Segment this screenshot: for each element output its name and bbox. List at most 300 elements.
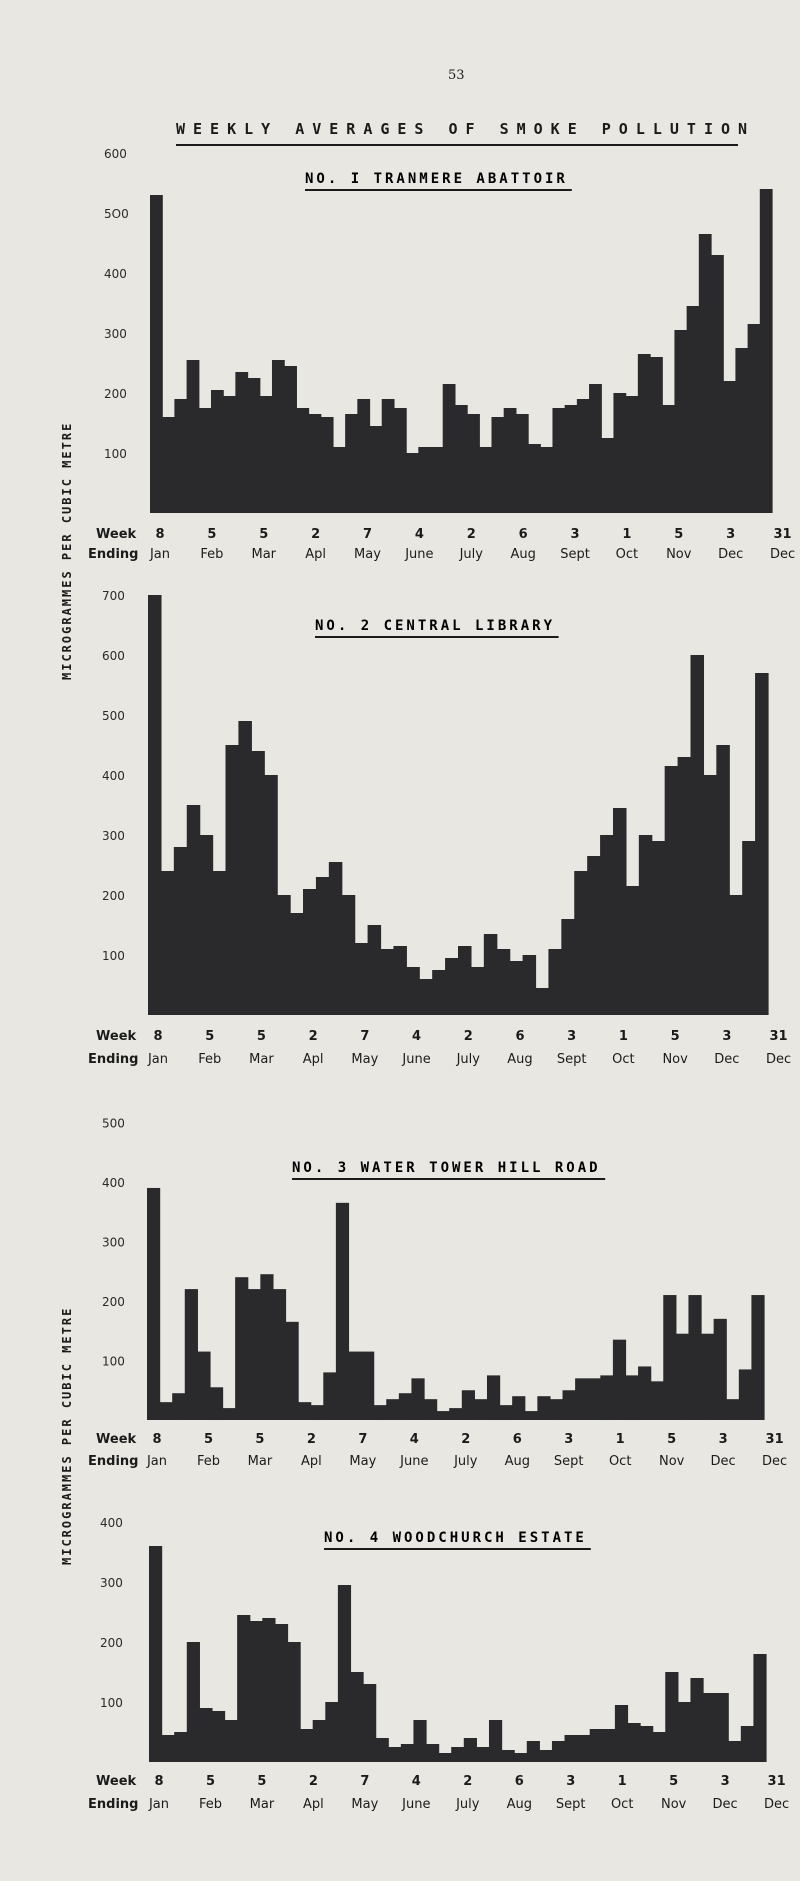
bar: [514, 1753, 527, 1762]
x-week-label: 3: [720, 1774, 730, 1789]
x-month-label: Feb: [198, 1052, 222, 1067]
x-month-label: Nov: [666, 547, 692, 562]
x-week-label: 4: [412, 1029, 422, 1044]
bar: [590, 1729, 603, 1762]
x-row-label-ending: Ending: [88, 1052, 139, 1067]
x-week-label: 5: [674, 527, 684, 542]
x-week-label: 8: [154, 1774, 164, 1789]
x-week-label: 5: [257, 1774, 267, 1789]
bar: [445, 958, 459, 1015]
bar: [187, 360, 200, 513]
bar: [716, 745, 730, 1015]
x-week-label: 31: [767, 1774, 786, 1789]
chart-title: NO. I TRANMERE ABATTOIR: [305, 171, 568, 187]
bar: [150, 195, 163, 513]
x-month-label: Sept: [556, 1052, 587, 1067]
bar: [701, 1334, 714, 1420]
x-month-label: Aug: [504, 1454, 530, 1469]
bar: [399, 1393, 412, 1420]
x-week-label: 3: [570, 527, 580, 542]
x-month-label: June: [405, 547, 434, 562]
x-month-label: May: [349, 1454, 377, 1469]
bar: [223, 396, 236, 513]
bar: [419, 979, 433, 1015]
bar: [212, 1711, 225, 1762]
bar: [462, 1390, 475, 1420]
x-week-label: 4: [414, 527, 424, 542]
x-month-label: Nov: [660, 1797, 687, 1812]
x-week-label: 5: [207, 527, 217, 542]
bar: [479, 447, 492, 513]
bar: [729, 895, 743, 1015]
x-month-label: Dec: [714, 1052, 740, 1067]
bar: [484, 934, 498, 1015]
bar: [653, 1732, 666, 1762]
bar: [577, 399, 590, 513]
bar: [248, 1289, 261, 1420]
y-tick-label: 300: [104, 327, 127, 341]
bar: [388, 1747, 401, 1762]
bar: [474, 1399, 487, 1420]
bar: [516, 414, 529, 513]
bar: [491, 417, 504, 513]
bar: [264, 775, 278, 1015]
bar: [487, 1375, 500, 1420]
bar: [376, 1738, 389, 1762]
bar: [147, 1188, 160, 1420]
bar: [211, 390, 224, 513]
bar: [149, 1546, 162, 1762]
x-month-label: Aug: [507, 1052, 533, 1067]
bar: [288, 1642, 301, 1762]
bar: [277, 895, 291, 1015]
bar: [751, 1295, 764, 1420]
bar: [540, 447, 553, 513]
bar: [162, 1735, 175, 1762]
y-tick-label: 400: [102, 769, 125, 783]
bar: [502, 1750, 515, 1762]
bar: [536, 988, 550, 1015]
x-month-label: Aug: [510, 547, 536, 562]
bar: [439, 1753, 452, 1762]
x-week-label: 5: [203, 1432, 213, 1447]
bar: [651, 1381, 664, 1420]
bar: [300, 1729, 313, 1762]
y-tick-label: 300: [100, 1576, 123, 1590]
x-month-label: Mar: [251, 547, 277, 562]
bar: [443, 384, 456, 513]
bar: [489, 1720, 502, 1762]
bar: [678, 1702, 691, 1762]
bar: [321, 417, 334, 513]
bar: [755, 673, 769, 1015]
bar: [311, 1405, 324, 1420]
x-month-label: Dec: [764, 1797, 790, 1812]
x-week-label: 3: [566, 1774, 576, 1789]
bar: [394, 408, 407, 513]
chart-title-underline: [315, 636, 559, 638]
x-week-label: 5: [255, 1432, 265, 1447]
bar: [235, 1277, 248, 1420]
x-week-label: 31: [773, 527, 792, 542]
bar: [200, 835, 214, 1015]
bar: [449, 1408, 462, 1420]
x-month-label: Sept: [560, 547, 590, 562]
bar: [374, 1405, 387, 1420]
bar: [368, 925, 382, 1015]
x-week-label: 2: [308, 1029, 318, 1044]
x-row-label-week: Week: [96, 1432, 137, 1447]
y-tick-label: 5O0: [104, 207, 129, 221]
x-month-label: Oct: [615, 547, 639, 562]
x-week-label: 7: [360, 1774, 370, 1789]
bar: [638, 354, 651, 513]
x-week-label: 6: [514, 1774, 524, 1789]
x-week-label: 1: [617, 1774, 627, 1789]
x-week-label: 2: [306, 1432, 316, 1447]
bar: [260, 396, 273, 513]
bar: [512, 1396, 525, 1420]
bar: [187, 805, 201, 1015]
bar: [613, 393, 626, 513]
x-month-label: Sept: [555, 1797, 586, 1812]
x-month-label: Jan: [147, 1052, 169, 1067]
bar: [401, 1744, 414, 1762]
bar: [363, 1684, 376, 1762]
bar: [652, 841, 666, 1015]
bar: [172, 1393, 185, 1420]
y-tick-label: 600: [104, 147, 127, 161]
bar: [451, 1747, 464, 1762]
x-month-label: Dec: [712, 1797, 738, 1812]
bar: [174, 1732, 187, 1762]
x-week-label: 5: [205, 1029, 215, 1044]
bar: [303, 889, 317, 1015]
x-week-label: 5: [669, 1774, 679, 1789]
bar: [174, 847, 188, 1015]
x-row-label-ending: Ending: [88, 1454, 139, 1469]
bar: [262, 1618, 275, 1762]
x-month-label: Nov: [662, 1052, 688, 1067]
bar: [298, 1402, 311, 1420]
x-month-label: Sept: [553, 1454, 584, 1469]
x-week-label: 2: [308, 1774, 318, 1789]
x-week-label: 6: [518, 527, 528, 542]
bar: [663, 1295, 676, 1420]
chart-title-underline: [305, 189, 572, 191]
x-month-label: Dec: [765, 1052, 792, 1067]
bar: [226, 745, 240, 1015]
bar: [411, 1378, 424, 1420]
x-row-label-week: Week: [96, 527, 137, 542]
bar: [355, 943, 369, 1015]
x-week-label: 5: [667, 1432, 677, 1447]
x-month-label: Dec: [769, 547, 796, 562]
bar: [290, 913, 304, 1015]
bar: [563, 1390, 576, 1420]
bar: [728, 1741, 741, 1762]
x-month-label: June: [400, 1454, 429, 1469]
bar: [393, 946, 407, 1015]
x-month-label: Mar: [249, 1052, 274, 1067]
bar: [286, 1322, 299, 1420]
bar: [406, 967, 420, 1015]
y-tick-label: 200: [102, 1295, 125, 1309]
y-tick-label: 500: [102, 709, 125, 723]
y-tick-label: 200: [100, 1636, 123, 1650]
bar: [413, 1720, 426, 1762]
bar: [525, 1411, 538, 1420]
bar: [741, 1726, 754, 1762]
bar: [537, 1396, 550, 1420]
x-week-label: 3: [722, 1029, 732, 1044]
bar: [213, 871, 227, 1015]
bar: [185, 1289, 198, 1420]
bar: [424, 1399, 437, 1420]
x-month-label: Nov: [658, 1454, 685, 1469]
x-month-label: Dec: [718, 547, 744, 562]
bar: [690, 1678, 703, 1762]
bar: [748, 324, 761, 513]
x-week-label: 7: [358, 1432, 368, 1447]
bar: [613, 1340, 626, 1420]
x-week-label: 6: [512, 1432, 522, 1447]
bar: [313, 1720, 326, 1762]
bar: [742, 841, 756, 1015]
bar: [587, 856, 601, 1015]
bar: [458, 946, 472, 1015]
y-tick-label: 500: [102, 1116, 125, 1131]
bar: [272, 360, 285, 513]
bar: [174, 399, 187, 513]
x-month-label: Jan: [148, 1797, 170, 1812]
x-week-label: 3: [726, 527, 736, 542]
bar: [323, 1372, 336, 1420]
bar: [716, 1693, 729, 1762]
bar: [467, 414, 480, 513]
x-week-label: 8: [155, 527, 165, 542]
bar: [187, 1642, 200, 1762]
x-month-label: Dec: [710, 1454, 736, 1469]
x-week-label: 2: [463, 1774, 473, 1789]
bar: [273, 1289, 286, 1420]
bar: [348, 1352, 361, 1420]
x-week-label: 1: [618, 1029, 628, 1044]
bar: [329, 862, 343, 1015]
bar: [662, 405, 675, 513]
x-month-label: Apl: [301, 1454, 322, 1469]
bar: [627, 1723, 640, 1762]
bar: [325, 1702, 338, 1762]
y-tick-label: 400: [104, 267, 127, 281]
bar: [250, 1621, 263, 1762]
bar: [688, 1295, 701, 1420]
chart-title: NO. 2 CENTRAL LIBRARY: [315, 618, 556, 634]
bar: [601, 438, 614, 513]
y-tick-label: 600: [102, 649, 125, 663]
bar: [500, 1405, 513, 1420]
bar: [665, 766, 679, 1015]
bar: [199, 408, 212, 513]
chart-title: NO. 3 WATER TOWER HILL ROAD: [292, 1160, 601, 1176]
bar: [199, 1708, 212, 1762]
x-month-label: Oct: [612, 1052, 635, 1067]
x-month-label: July: [456, 1797, 480, 1812]
bar: [678, 757, 692, 1015]
bar: [235, 372, 248, 513]
bar: [455, 405, 468, 513]
bar: [162, 417, 175, 513]
bar: [342, 895, 356, 1015]
x-week-label: 2: [311, 527, 321, 542]
bar: [561, 919, 575, 1015]
x-month-label: Jan: [149, 547, 171, 562]
bar: [260, 1274, 273, 1420]
bar: [739, 1369, 752, 1420]
x-week-label: 1: [622, 527, 632, 542]
bar: [565, 405, 578, 513]
y-tick-label: 300: [102, 829, 125, 843]
bar: [676, 1334, 689, 1420]
bar: [753, 1654, 766, 1762]
bar: [600, 1375, 613, 1420]
bar: [431, 447, 444, 513]
y-tick-label: 200: [102, 889, 125, 903]
y-tick-label: 300: [102, 1235, 125, 1250]
y-axis-label-bottom: MICROGRAMMES PER CUBIC METRE: [60, 1306, 74, 1565]
bar: [406, 453, 419, 513]
x-month-label: July: [459, 547, 483, 562]
bar: [760, 189, 773, 513]
bar: [361, 1352, 374, 1420]
bar: [350, 1672, 363, 1762]
x-month-label: Oct: [610, 1797, 634, 1812]
bar: [370, 426, 383, 513]
bar: [626, 886, 640, 1015]
y-tick-label: 100: [102, 949, 125, 963]
bar: [464, 1738, 477, 1762]
bar: [316, 877, 330, 1015]
bar: [426, 1744, 439, 1762]
bar: [665, 1672, 678, 1762]
bar: [613, 808, 627, 1015]
x-week-label: 31: [765, 1432, 784, 1447]
bar: [345, 414, 358, 513]
bar: [238, 721, 252, 1015]
x-month-label: Aug: [506, 1797, 532, 1812]
bar: [148, 595, 162, 1015]
x-week-label: 5: [259, 527, 269, 542]
bar: [296, 408, 309, 513]
x-month-label: Feb: [196, 1454, 220, 1469]
bar: [333, 447, 346, 513]
x-week-label: 2: [463, 1029, 473, 1044]
x-month-label: June: [402, 1797, 431, 1812]
bar: [237, 1615, 250, 1762]
x-row-label-week: Week: [96, 1774, 137, 1789]
x-week-label: 2: [466, 527, 476, 542]
bar: [602, 1729, 615, 1762]
bar: [381, 949, 395, 1015]
chart-title-underline: [324, 1548, 591, 1550]
bar: [548, 949, 562, 1015]
y-tick-label: 100: [104, 447, 127, 461]
x-month-label: May: [351, 1797, 379, 1812]
bar: [528, 444, 541, 513]
x-week-label: 7: [360, 1029, 370, 1044]
x-month-label: July: [456, 1052, 480, 1067]
bar: [432, 970, 446, 1015]
x-month-label: Mar: [249, 1797, 275, 1812]
x-week-label: 2: [461, 1432, 471, 1447]
bar: [640, 1726, 653, 1762]
bar: [691, 655, 705, 1015]
x-row-label-week: Week: [96, 1029, 137, 1044]
x-week-label: 31: [769, 1029, 788, 1044]
bar: [476, 1747, 489, 1762]
bar: [625, 1375, 638, 1420]
bar: [703, 1693, 716, 1762]
bar: [418, 447, 431, 513]
bar: [723, 381, 736, 513]
bar: [275, 1624, 288, 1762]
bar: [386, 1399, 399, 1420]
x-month-label: Apl: [303, 1797, 324, 1812]
bar: [565, 1735, 578, 1762]
x-month-label: Dec: [762, 1454, 788, 1469]
bar: [197, 1352, 210, 1420]
bar: [497, 949, 511, 1015]
x-month-label: Oct: [608, 1454, 632, 1469]
y-tick-label: 400: [102, 1176, 125, 1190]
x-month-label: Apl: [305, 547, 327, 562]
x-month-label: Feb: [198, 1797, 222, 1812]
bar: [650, 357, 663, 513]
x-week-label: 5: [205, 1774, 215, 1789]
bar: [699, 234, 712, 513]
page-number: 53: [448, 68, 465, 83]
bar: [510, 961, 524, 1015]
bar: [711, 255, 724, 513]
bar: [714, 1319, 727, 1420]
bar: [552, 1741, 565, 1762]
bar: [626, 396, 639, 513]
bar: [615, 1705, 628, 1762]
bar: [639, 835, 653, 1015]
bar: [638, 1366, 651, 1420]
x-month-label: May: [354, 547, 381, 562]
bar: [735, 348, 748, 513]
chart-title: NO. 4 WOODCHURCH ESTATE: [324, 1530, 587, 1546]
x-month-label: June: [402, 1052, 431, 1067]
y-tick-label: 200: [104, 387, 127, 401]
x-week-label: 5: [670, 1029, 680, 1044]
bar: [577, 1735, 590, 1762]
x-week-label: 8: [152, 1432, 162, 1447]
bar: [527, 1741, 540, 1762]
x-week-label: 3: [567, 1029, 577, 1044]
bar: [504, 408, 517, 513]
bar: [550, 1399, 563, 1420]
bar: [251, 751, 265, 1015]
x-month-label: Feb: [200, 547, 224, 562]
bar: [703, 775, 717, 1015]
y-axis-label-top: MICROGRAMMES PER CUBIC METRE: [60, 421, 74, 680]
x-week-label: 3: [564, 1432, 574, 1447]
bar: [248, 378, 261, 513]
bar: [726, 1399, 739, 1420]
x-month-label: July: [454, 1454, 478, 1469]
